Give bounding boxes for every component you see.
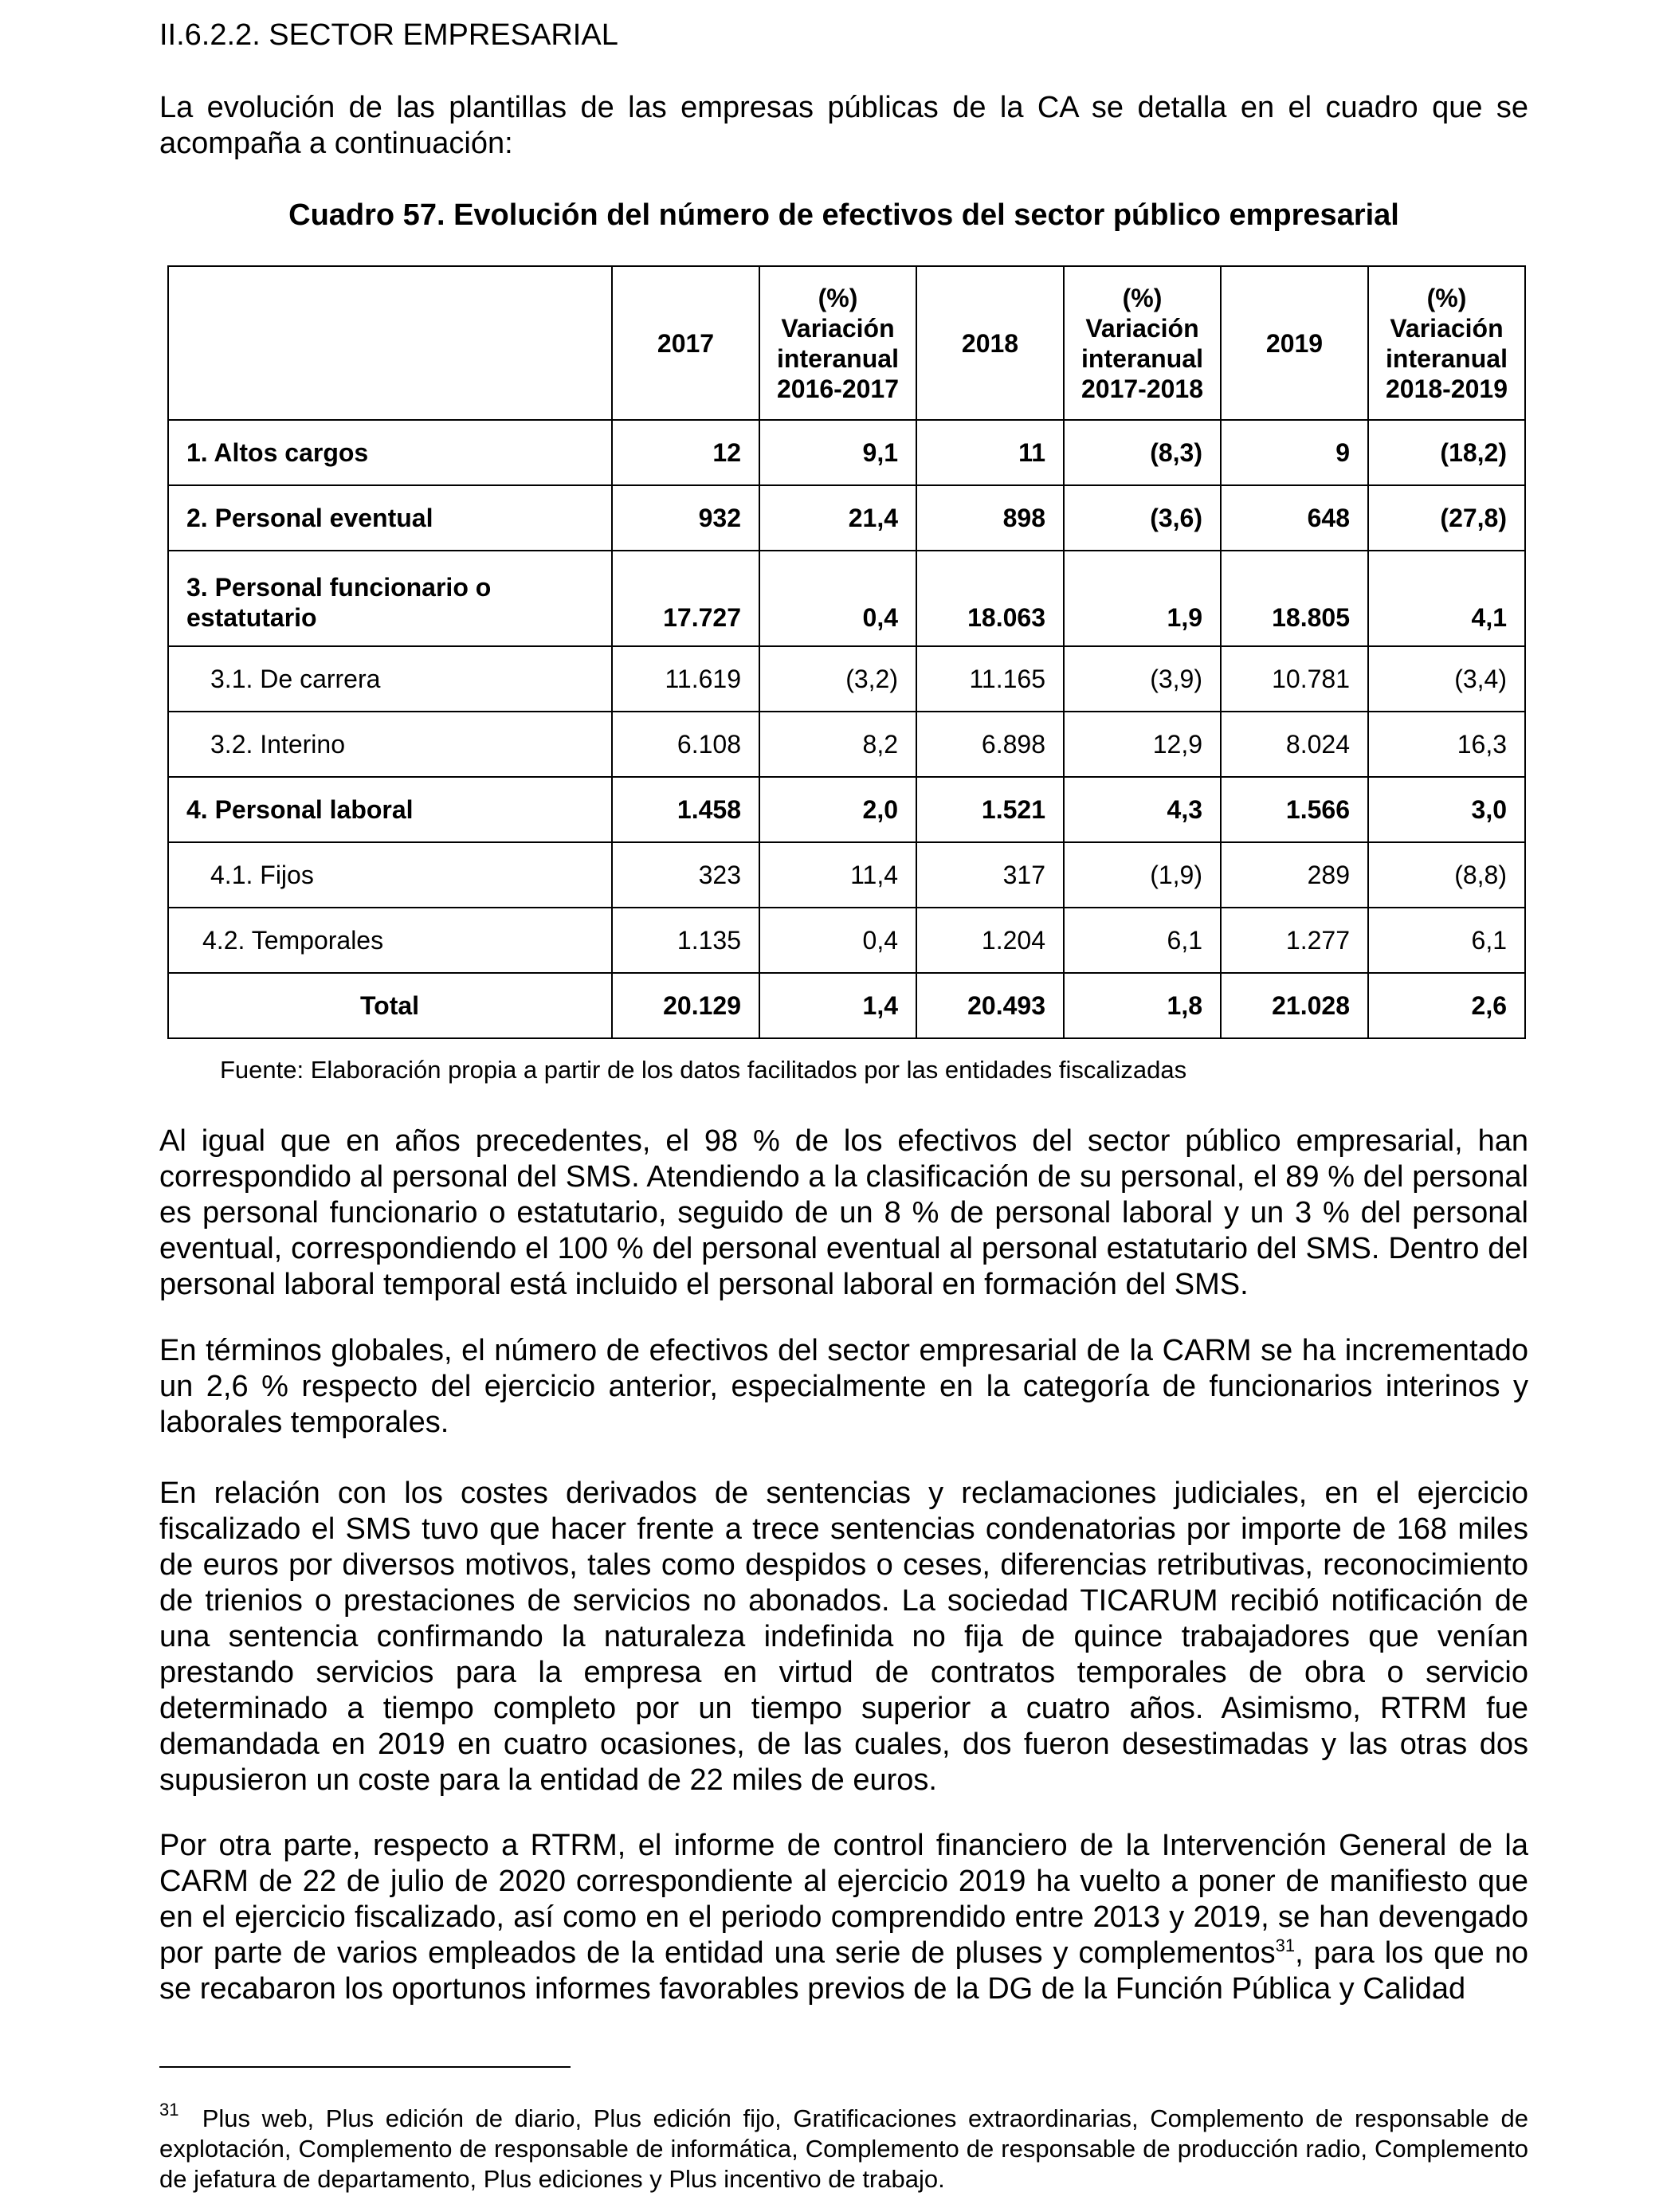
cell: (3,9)	[1064, 646, 1221, 712]
cell: 289	[1221, 842, 1368, 908]
header-line: interanual	[1081, 343, 1203, 373]
header-variation-2016-2017	[759, 266, 916, 420]
header-line: (%)	[1122, 283, 1163, 312]
cell: 1,4	[759, 973, 916, 1038]
cell: 898	[916, 485, 1064, 551]
cell: 648	[1221, 485, 1368, 551]
paragraph-4	[159, 1828, 1528, 2007]
row-label: 3.1. De carrera	[168, 646, 612, 712]
cell: 20.493	[916, 973, 1064, 1038]
table-row	[168, 420, 1525, 485]
header-line: (%)	[818, 283, 858, 312]
header-line: Variación	[1390, 313, 1504, 343]
cell: 1.277	[1221, 908, 1368, 973]
header-line: (%)	[1426, 283, 1467, 312]
row-label: 3. Personal funcionario o estatutario	[168, 551, 612, 646]
cell: 8.024	[1221, 712, 1368, 777]
cell: (8,8)	[1368, 842, 1525, 908]
table-source-note: Fuente: Elaboración propia a partir de los datos facilitados por las entidades fiscalizadas	[220, 1056, 1187, 1084]
cell: 6,1	[1368, 908, 1525, 973]
cell: 10.781	[1221, 646, 1368, 712]
section-heading: II.6.2.2. SECTOR EMPRESARIAL	[159, 18, 618, 52]
cell: (8,3)	[1064, 420, 1221, 485]
cell: (1,9)	[1064, 842, 1221, 908]
cell: 17.727	[612, 551, 759, 646]
table-row	[168, 712, 1525, 777]
header-variation-2017-2018	[1064, 266, 1221, 420]
cell: 18.063	[916, 551, 1064, 646]
intro-paragraph: La evolución de las plantillas de las empresas públicas de la CA se detalla en el cuadro que se acompaña a continuación:	[159, 91, 1528, 160]
cell: 323	[612, 842, 759, 908]
cell: 21,4	[759, 485, 916, 551]
cell: 12	[612, 420, 759, 485]
row-label: 4.1. Fijos	[168, 842, 612, 908]
footnote-reference[interactable]: 31	[1275, 1936, 1296, 1955]
row-label: 4.2. Temporales	[168, 908, 612, 973]
cell: 1.135	[612, 908, 759, 973]
table-header-row	[168, 266, 1525, 420]
cell: 1,8	[1064, 973, 1221, 1038]
paragraph-4-text-end: , para los que no se recabaron los oportunos informes favorables previos de la DG de la Función Pública y Calidad	[159, 1936, 1528, 2006]
cell: 9	[1221, 420, 1368, 485]
paragraph-2: En términos globales, el número de efectivos del sector empresarial de la CARM se ha incrementado un 2,6 % respecto del ejercicio anterior, especialmente en la categoría de funcionarios interinos y laborales temporales.	[159, 1334, 1528, 1439]
table-row	[168, 646, 1525, 712]
header-line: 2017-2018	[1081, 374, 1204, 403]
cell: 932	[612, 485, 759, 551]
cell: 11.165	[916, 646, 1064, 712]
header-line: interanual	[1386, 343, 1508, 373]
cell: (3,4)	[1368, 646, 1525, 712]
cell: (18,2)	[1368, 420, 1525, 485]
cell: 20.129	[612, 973, 759, 1038]
cell: 16,3	[1368, 712, 1525, 777]
header-2019: 2019	[1221, 266, 1368, 420]
table-row	[168, 908, 1525, 973]
cell: 11,4	[759, 842, 916, 908]
cell: 2,6	[1368, 973, 1525, 1038]
cell: 12,9	[1064, 712, 1221, 777]
staff-evolution-table	[167, 265, 1526, 1039]
table-row	[168, 551, 1525, 646]
header-2017: 2017	[612, 266, 759, 420]
cell: 18.805	[1221, 551, 1368, 646]
table-caption: Cuadro 57. Evolución del número de efectivos del sector público empresarial	[288, 198, 1399, 232]
cell: 11	[916, 420, 1064, 485]
cell: 2,0	[759, 777, 916, 842]
row-label: 3.2. Interino	[168, 712, 612, 777]
cell: 0,4	[759, 908, 916, 973]
cell: 9,1	[759, 420, 916, 485]
cell: 1.521	[916, 777, 1064, 842]
row-label: 2. Personal eventual	[168, 485, 612, 551]
header-corner	[168, 266, 612, 420]
footnote	[159, 2100, 1528, 2194]
row-label: 4. Personal laboral	[168, 777, 612, 842]
cell: 4,1	[1368, 551, 1525, 646]
cell: 1.458	[612, 777, 759, 842]
header-variation-2018-2019	[1368, 266, 1525, 420]
cell: 1.566	[1221, 777, 1368, 842]
total-label: Total	[168, 973, 612, 1038]
cell: 4,3	[1064, 777, 1221, 842]
table-row	[168, 842, 1525, 908]
footnote-separator	[159, 2066, 571, 2068]
cell: 21.028	[1221, 973, 1368, 1038]
cell: 6.898	[916, 712, 1064, 777]
paragraph-3: En relación con los costes derivados de sentencias y reclamaciones judiciales, en el ejercicio fiscalizado el SMS tuvo que hacer frente a trece sentencias condenatorias por importe de 168 miles de euros por diversos motivos, tales como despidos o ceses, diferencias retributivas, reconocimiento de trienios o prestaciones de servicios no abonados. La sociedad TICARUM recibió notificación de una sentencia confirmando la naturaleza indefinida no fija de quince trabajadores que venían prestando servicios para la empresa en virtud de contratos temporales de obra o servicio determinado a tiempo completo por un tiempo superior a cuatro años. Asimismo, RTRM fue demandada en 2019 en cuatro ocasiones, de las cuales, dos fueron desestimadas y las otras dos supusieron un coste para la entidad de 22 miles de euros.	[159, 1477, 1528, 1797]
header-line: 2016-2017	[776, 374, 900, 403]
cell: (27,8)	[1368, 485, 1525, 551]
cell: 1,9	[1064, 551, 1221, 646]
cell: 3,0	[1368, 777, 1525, 842]
paragraph-4-text: Por otra parte, respecto a RTRM, el informe de control financiero de la Intervención General de la CARM de 22 de julio de 2020 correspondiente al ejercicio 2019 ha vuelto a poner de manifiesto que en el ejercicio fiscalizado, así como en el periodo comprendido entre 2013 y 2019, se han devengado por parte de varios empleados de la entidad una serie de pluses y complementos	[159, 1829, 1528, 1970]
table-row	[168, 777, 1525, 842]
table-row	[168, 485, 1525, 551]
cell: (3,2)	[759, 646, 916, 712]
cell: 317	[916, 842, 1064, 908]
header-2018: 2018	[916, 266, 1064, 420]
cell: 1.204	[916, 908, 1064, 973]
cell: (3,6)	[1064, 485, 1221, 551]
cell: 8,2	[759, 712, 916, 777]
header-line: interanual	[777, 343, 899, 373]
header-line: Variación	[1085, 313, 1199, 343]
cell: 11.619	[612, 646, 759, 712]
footnote-number: 31	[159, 2100, 179, 2120]
table-total-row	[168, 973, 1525, 1038]
cell: 0,4	[759, 551, 916, 646]
footnote-text: Plus web, Plus edición de diario, Plus edición fijo, Gratificaciones extraordinarias, Complemento de responsable de explotación, Complemento de responsable de informática, Complemento de responsable de producción radio, Complemento de jefatura de departamento, Plus ediciones y Plus incentivo de trabajo.	[159, 2104, 1528, 2193]
cell: 6.108	[612, 712, 759, 777]
paragraph-1: Al igual que en años precedentes, el 98 % de los efectivos del sector público empresarial, han correspondido al personal del SMS. Atendiendo a la clasificación de su personal, el 89 % del personal es personal funcionario o estatutario, seguido de un 8 % de personal laboral y un 3 % del personal eventual, correspondiendo el 100 % del personal eventual al personal estatutario del SMS. Dentro del personal laboral temporal está incluido el personal laboral en formación del SMS.	[159, 1124, 1528, 1301]
cell: 6,1	[1064, 908, 1221, 973]
header-line: Variación	[781, 313, 895, 343]
row-label: 1. Altos cargos	[168, 420, 612, 485]
header-line: 2018-2019	[1385, 374, 1508, 403]
